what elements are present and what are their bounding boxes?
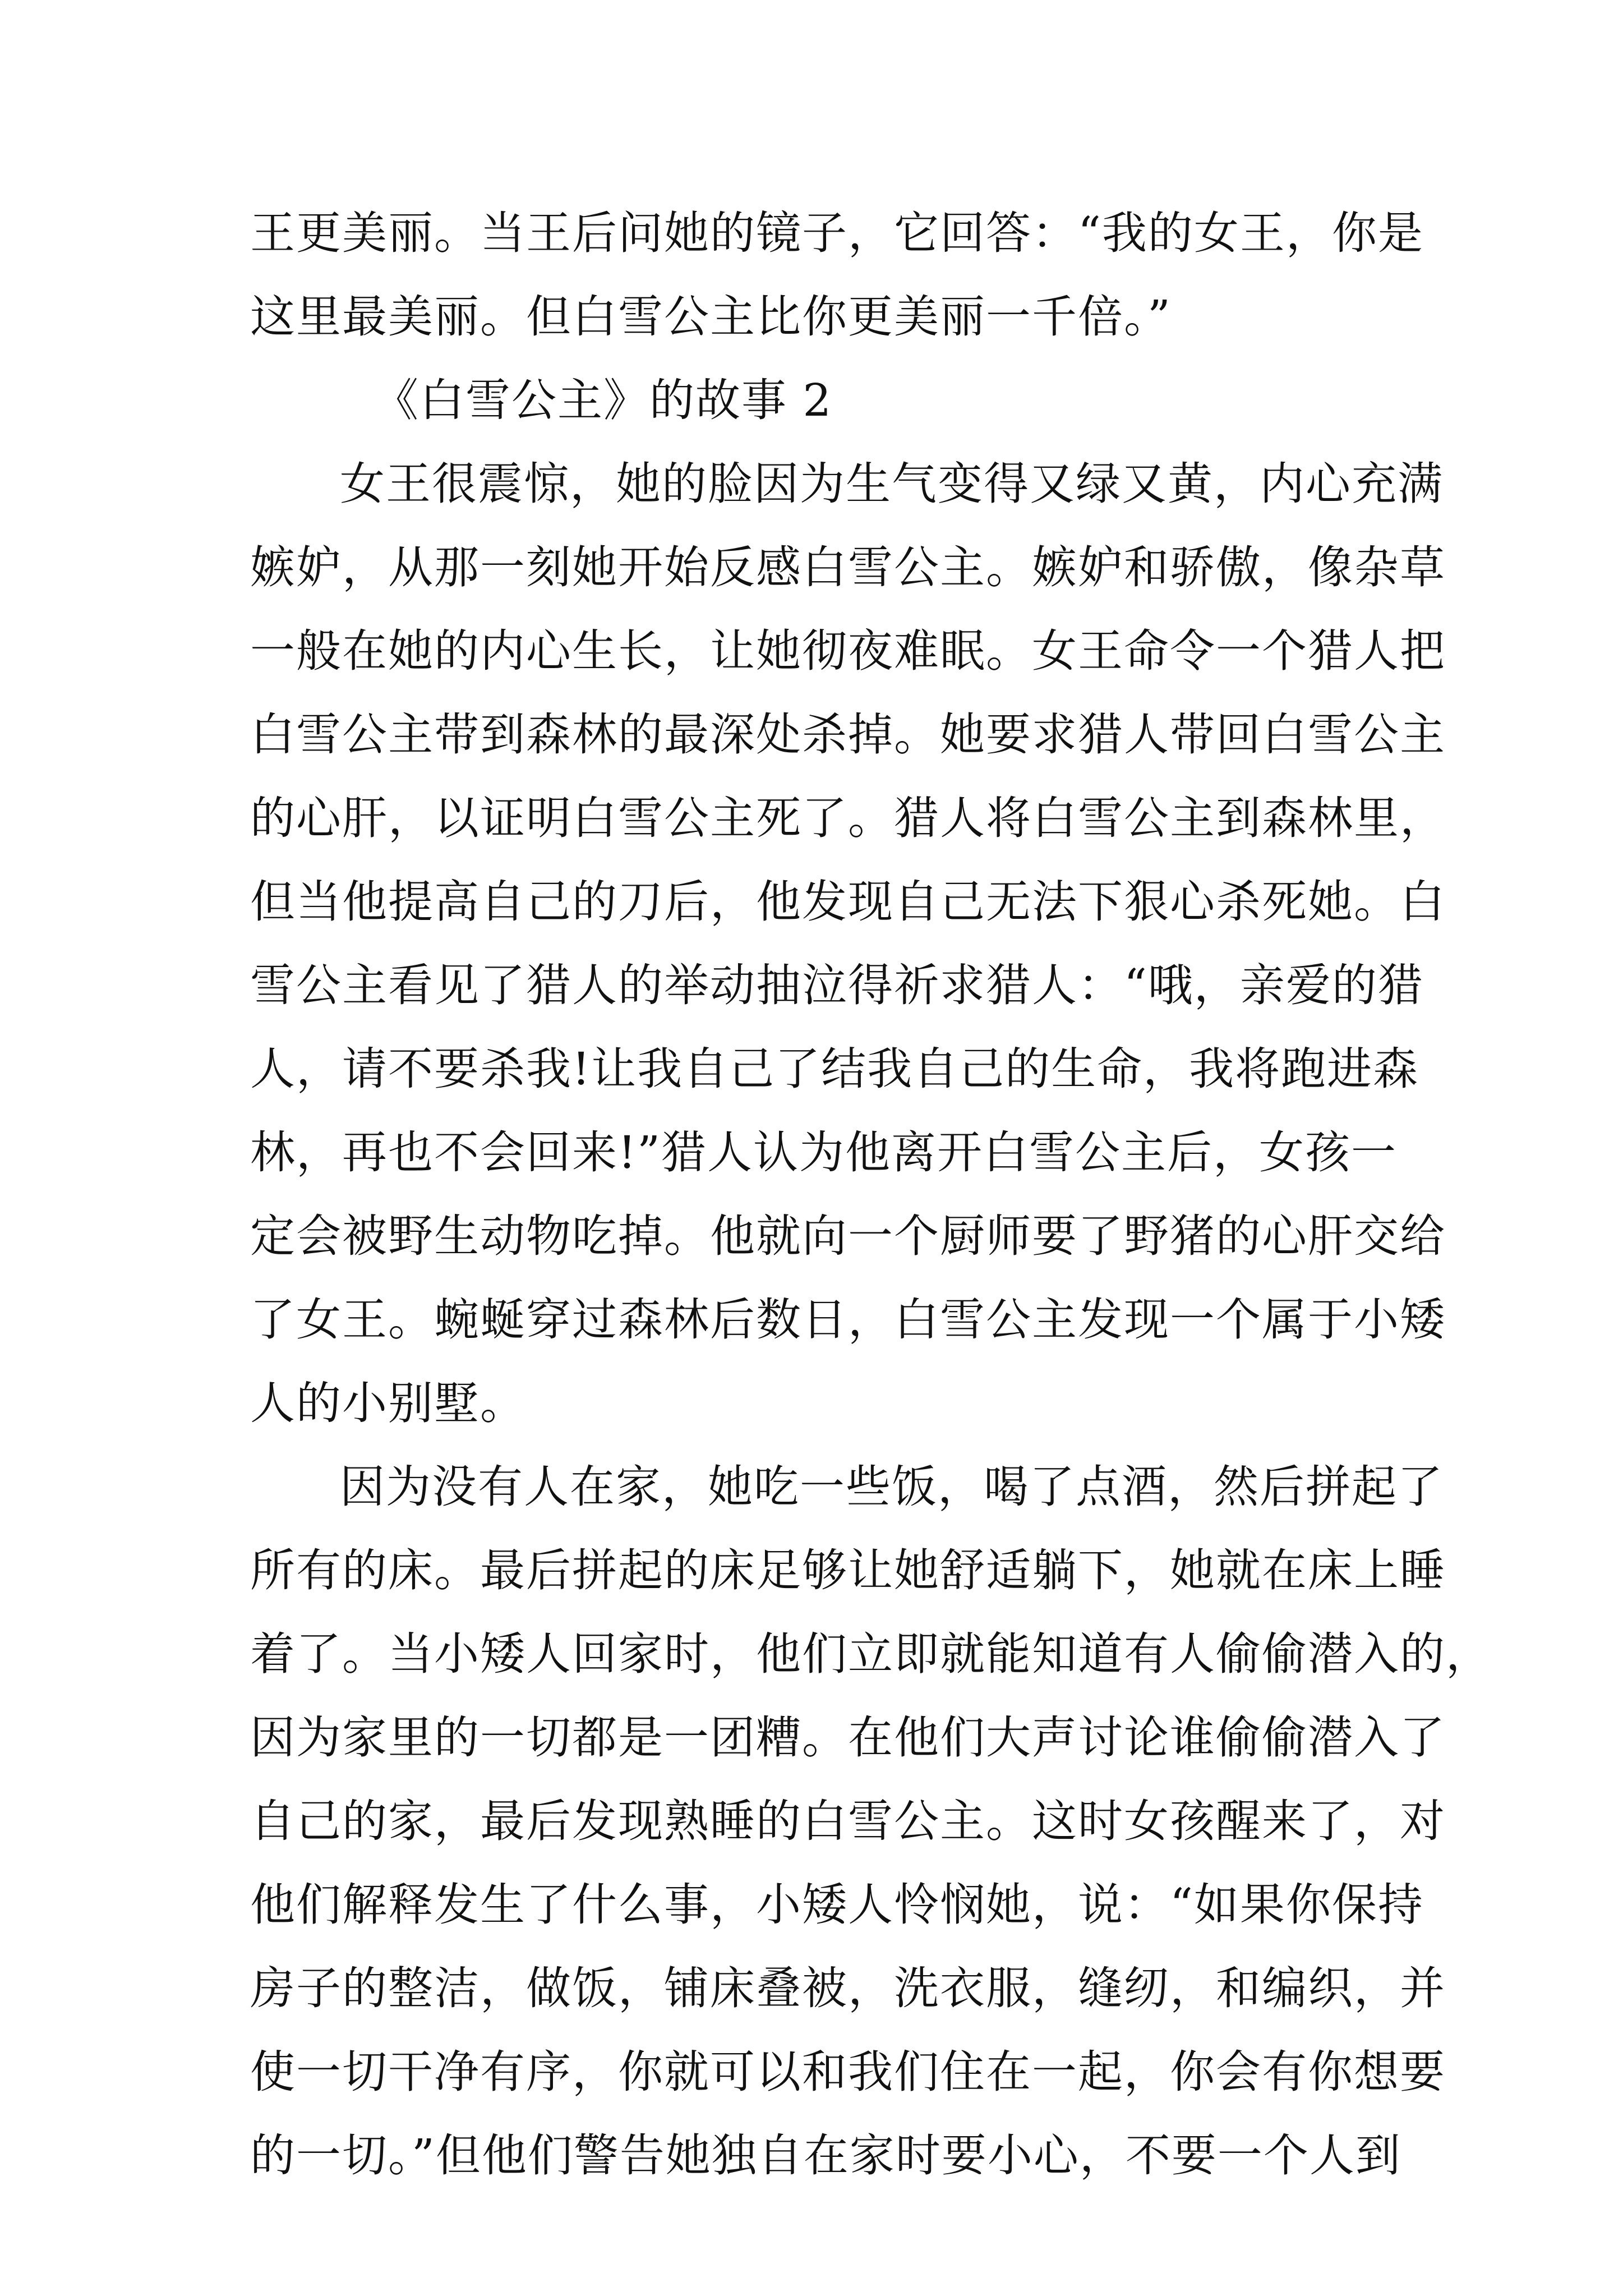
text-line: 他们解释发生了什么事，小矮人怜悯她，说：“如果你保持 [250,1879,1424,1931]
text-line: 白雪公主带到森林的最深处杀掉。她要求猎人带回白雪公主 [250,708,1446,761]
text-line: 一般在她的内心生长，让她彻夜难眠。女王命令一个猎人把 [250,625,1446,677]
text-line: 所有的床。最后拼起的床足够让她舒适躺下，她就在床上睡 [250,1544,1446,1596]
text-line: 了女王。蜿蜒穿过森林后数日，白雪公主发现一个属于小矮 [250,1294,1446,1346]
text-line: 的一切。”但他们警告她独自在家时要小心，不要一个人到 [250,2129,1401,2182]
text-line: 使一切干净有序，你就可以和我们住在一起，你会有你想要 [250,2046,1446,2098]
text-line: 嫉妒，从那一刻她开始反感白雪公主。嫉妒和骄傲，像杂草 [250,541,1446,593]
text-line: 人，请不要杀我!让我自己了结我自己的生命，我将跑进森 [250,1043,1419,1095]
text-line: 这里最美丽。但白雪公主比你更美丽一千倍。” [250,291,1172,343]
document-body [250,205,1492,2211]
text-line: 女王很震惊，她的脸因为生气变得又绿又黄，内心充满 [340,458,1444,510]
text-line: 林，再也不会回来!”猎人认为他离开白雪公主后，女孩一 [250,1126,1398,1179]
text-line: 但当他提高自己的刀后，他发现自己无法下狠心杀死她。白 [250,876,1446,928]
text-line: 定会被野生动物吃掉。他就向一个厨师要了野猪的心肝交给 [250,1210,1446,1262]
text-line: 因为家里的一切都是一团糟。在他们大声讨论谁偷偷潜入了 [250,1711,1446,1764]
text-line: 着了。当小矮人回家时，他们立即就能知道有人偷偷潜入的， [250,1628,1492,1680]
text-line: 的心肝，以证明白雪公主死了。猎人将白雪公主到森林里， [250,792,1446,844]
text-line: 王更美丽。当王后问她的镜子，它回答：“我的女王，你是 [250,207,1424,259]
text-line: 因为没有人在家，她吃一些饭，喝了点酒，然后拼起了 [340,1461,1444,1513]
section-title: 《白雪公主》的故事 2 [374,374,833,426]
text-line: 自己的家，最后发现熟睡的白雪公主。这时女孩醒来了，对 [250,1795,1446,1847]
text-line: 房子的整洁，做饭，铺床叠被，洗衣服，缝纫，和编织，并 [250,1962,1446,2014]
text-line: 人的小别墅。 [250,1377,526,1429]
text-line: 雪公主看见了猎人的举动抽泣得祈求猎人：“哦，亲爱的猎 [250,959,1424,1011]
